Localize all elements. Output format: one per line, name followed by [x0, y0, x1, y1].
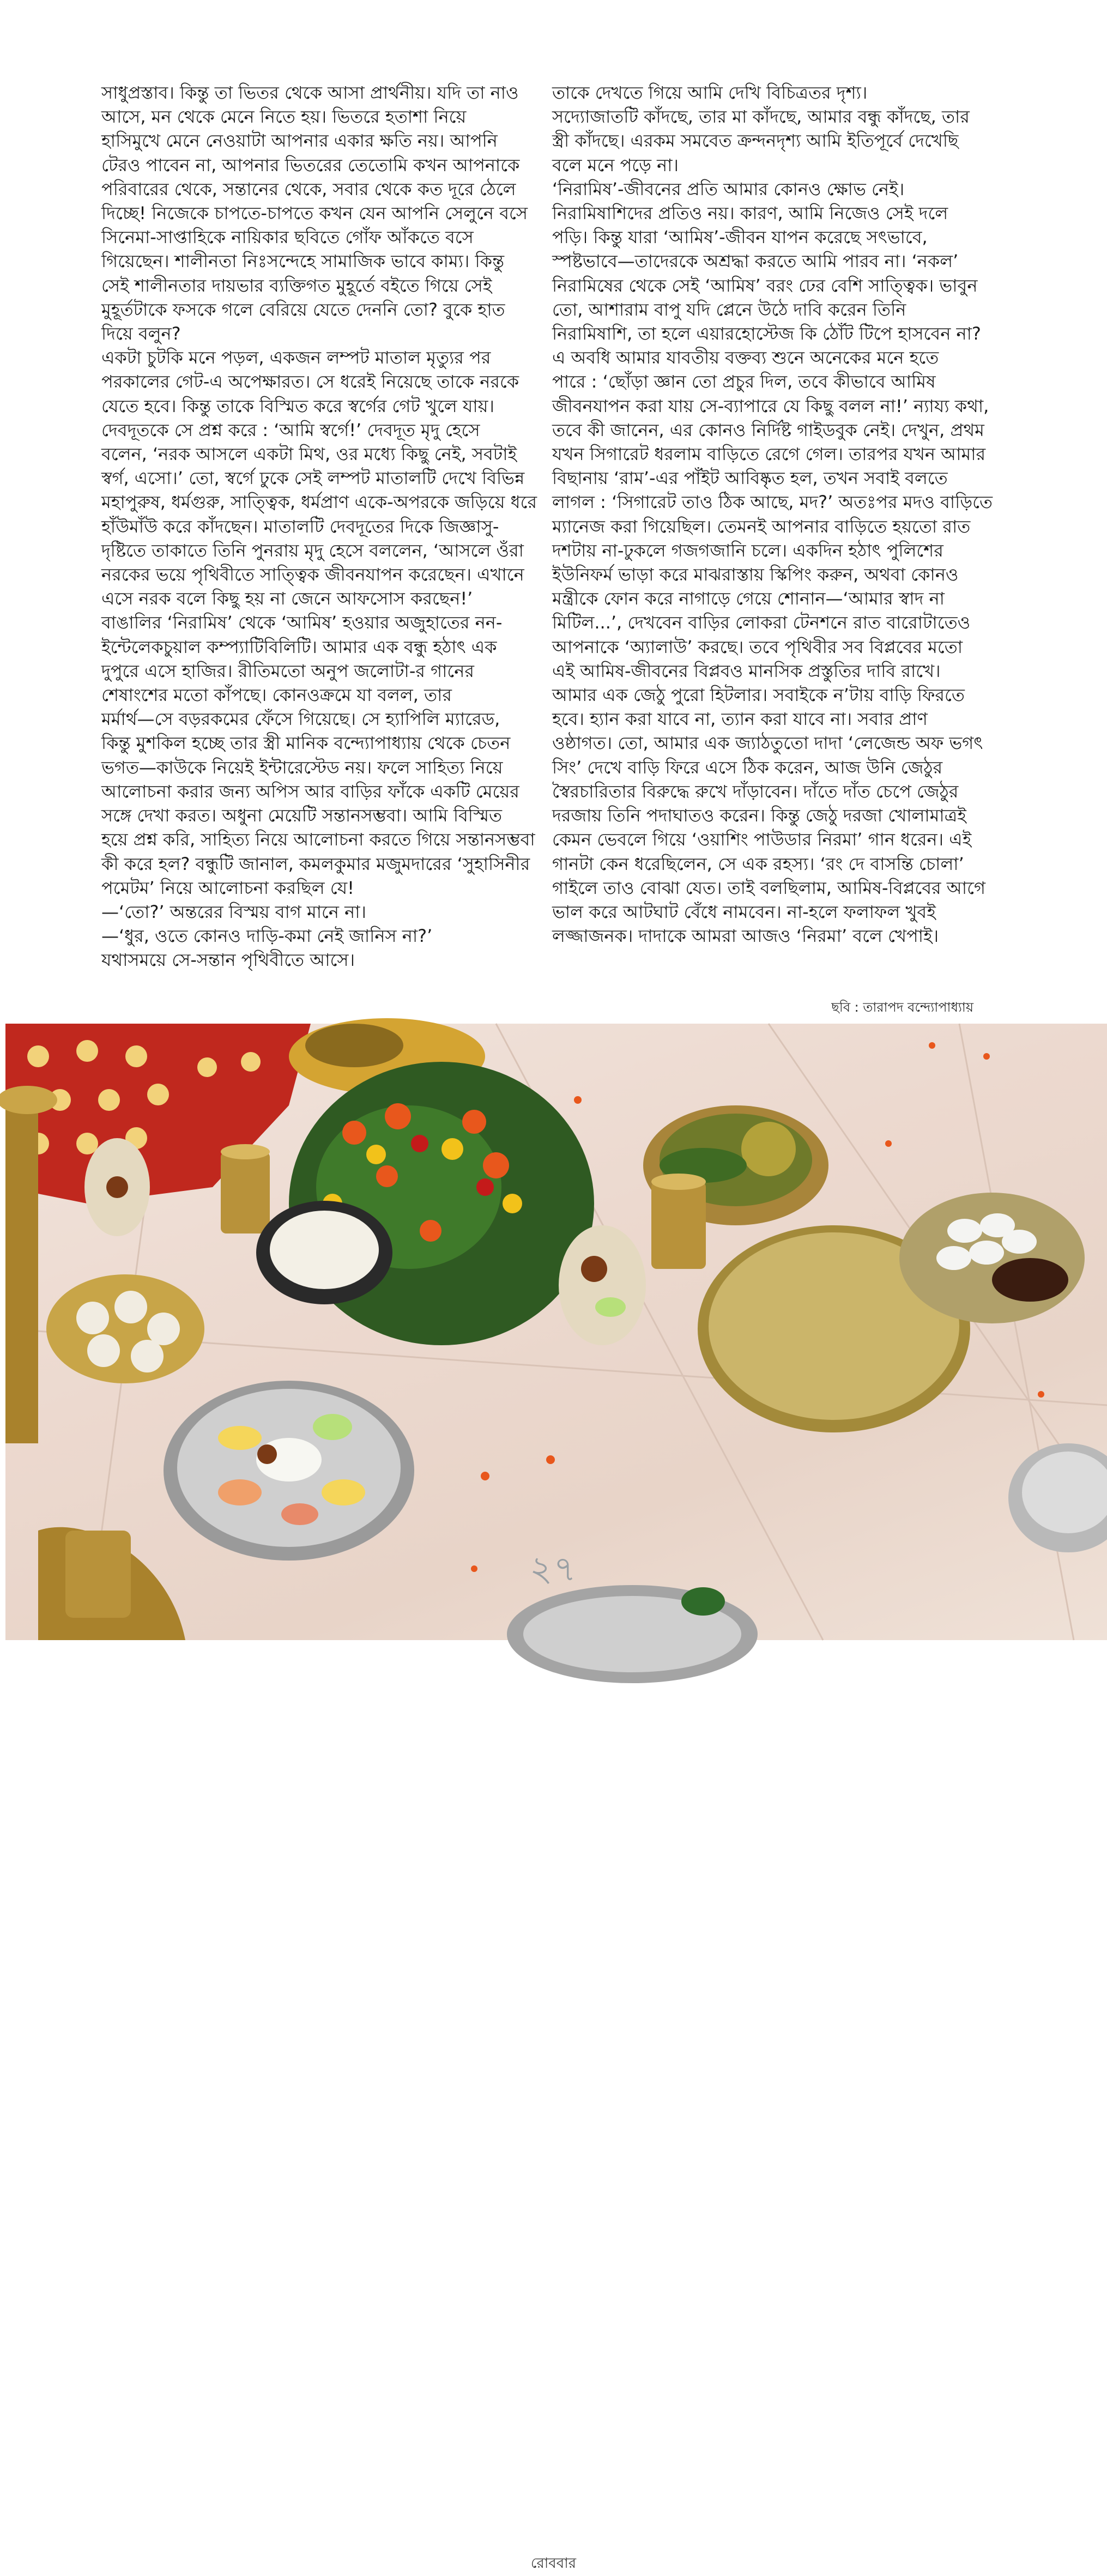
text-line: স্বৈরচারিতার বিরুদ্ধে রুখে দাঁড়াবেন। দাঁতে দাঁত চেপে জেঠুর — [552, 781, 959, 802]
text-line: মহাপুরুষ, ধর্মগুরু, সাত্ত্বিক, ধর্মপ্রাণ একে-অপরকে জড়িয়ে ধরে — [101, 492, 537, 513]
text-line: সাধুপ্রস্তাব। কিন্তু তা ভিতর থেকে আসা প্রার্থনীয়। যদি তা নাও — [101, 82, 519, 103]
text-line: হবে। হ্যান করা যাবে না, ত্যান করা যাবে না। সবার প্রাণ — [552, 709, 928, 730]
text-line: ‘নিরামিষ’-জীবনের প্রতি আমার কোনও ক্ষোভ নেই। — [552, 178, 905, 199]
text-line: বাঙালির ‘নিরামিষ’ থেকে ‘আমিষ’ হওয়ার অজুহাতের নন- — [101, 612, 503, 633]
text-line: —‘তো?’ অন্তরের বিস্ময় বাগ মানে না। — [101, 901, 367, 922]
text-line: পমেটম’ নিয়ে আলোচনা করছিল যে! — [101, 877, 354, 898]
text-line: তো, আশারাম বাপু যদি প্লেনে উঠে দাবি করেন তিনি — [552, 299, 906, 320]
publication-name: রোববার — [530, 2555, 577, 2572]
text-line: বলে মনে পড়ে না। — [552, 154, 679, 176]
text-line: ভগত—কাউকে নিয়েই ইন্টারেস্টেড নয়। ফলে সাহিত্য নিয়ে — [101, 757, 503, 778]
text-line: পারে : ‘ছোঁড়া জ্ঞান তো প্রচুর দিল, তবে কীভাবে আমিষ — [552, 371, 936, 392]
text-line: ইন্টেলেকচুয়াল কম্প্যাটিবিলিটি। আমার এক বন্ধু হঠাৎ এক — [101, 636, 497, 657]
text-line: নিরামিষাশিদের প্রতিও নয়। কারণ, আমি নিজেও সেই দলে — [552, 203, 948, 224]
text-line: একটা চুটকি মনে পড়ল, একজন লম্পট মাতাল মৃত্যুর পর — [101, 347, 491, 368]
text-line: টেরও পাবেন না, আপনার ভিতরের তেতোমি কখন আপনাকে — [101, 154, 520, 176]
text-line: নিরামিষাশি, তা হলে এয়ারহোস্টেজ কি ঠোঁট টিপে হাসবেন না? — [552, 323, 981, 344]
text-line: নিরামিষের থেকে সেই ‘আমিষ’ বরং ঢের বেশি সাত্ত্বিক। ভাবুন — [552, 275, 978, 296]
text-line: হাসিমুখে মেনে নেওয়াটা আপনার একার ক্ষতি নয়। আপনি — [101, 130, 498, 152]
text-line: কী করে হল? বন্ধুটি জানাল, কমলকুমার মজুমদারের ‘সুহাসিনীর — [101, 853, 530, 874]
text-line: কেমন ভেবলে গিয়ে ‘ওয়াশিং পাউডার নিরমা’ গান ধরেন। এই — [552, 829, 972, 850]
text-line: ম্যানেজ করা গিয়েছিল। তেমনই আপনার বাড়িতে হয়তো রাত — [552, 516, 971, 537]
text-line: সিনেমা-সাপ্তাহিকে নায়িকার ছবিতে গোঁফ আঁকতে বসে — [101, 227, 474, 248]
text-line: দুপুরে এসে হাজির। রীতিমতো অনুপ জলোটা-র গানের — [101, 660, 474, 681]
text-line: দরজায় তিনি পদাঘাতও করেন। কিন্তু জেঠু দরজা খোলামাত্রই — [552, 805, 966, 826]
text-line: হয়ে প্রশ্ন করি, সাহিত্য নিয়ে আলোচনা করতে গিয়ে সন্তানসম্ভবা — [101, 829, 535, 850]
text-line: মিটিল...’, দেখবেন বাড়ির লোকরা টেনশনে রাত বারোটাতেও — [552, 612, 971, 633]
text-line: আসে, মন থেকে মেনে নিতে হয়। ভিতরে হতাশা নিয়ে — [101, 106, 467, 128]
page-number: ২৭ — [529, 1549, 578, 1589]
white-sweets-plate — [899, 1193, 1085, 1323]
text-line: তবে কী জানেন, এর কোনও নির্দিষ্ট গাইডবুক নেই। দেখুন, প্রথম — [552, 419, 984, 440]
text-line: লাগল : ‘সিগারেট তাও ঠিক আছে, মদ?’ অতঃপর মদও বাড়িতে — [552, 492, 993, 513]
text-line: স্ত্রী কাঁদছে। এরকম সমবেত ক্রন্দনদৃশ্য আমি ইতিপূর্বে দেখেছি — [552, 130, 959, 152]
photo-credit: ছবি : তারাপদ বন্দ্যোপাধ্যায় — [831, 1000, 973, 1015]
text-line: পরকালের গেট-এ অপেক্ষারত। সে ধরেই নিয়েছে তাকে নরকে — [101, 371, 519, 392]
text-line: কিন্তু মুশকিল হচ্ছে তার স্ত্রী মানিক বন্দ্যোপাধ্যায় থেকে চেতন — [101, 733, 511, 754]
left-column — [101, 81, 537, 972]
text-line: সদ্যোজাতটি কাঁদছে, তার মা কাঁদছে, আমার বন্ধু কাঁদছে, তার — [552, 106, 970, 128]
text-line: স্বর্গ, এসো।’ তো, স্বর্গে ঢুকে সেই লম্পট মাতালটি দেখে বিভিন্ন — [101, 468, 525, 489]
text-line: মুহূর্তটাকে ফসকে গলে বেরিয়ে যেতে দেননি তো? বুকে হাত — [101, 299, 505, 320]
text-line: গাইলে তাও বোঝা যেত। তাই বলছিলাম, আমিষ-বিপ্লবের আগে — [552, 877, 985, 898]
text-line: বিছানায় ‘রাম’-এর পাঁইট আবিষ্কৃত হল, তখন সবাই বলতে — [552, 468, 948, 489]
text-line: বলেন, ‘নরক আসলে একটা মিথ, ওর মধ্যে কিছু নেই, সবটাই — [101, 444, 517, 465]
text-line: হাঁউমাঁউ করে কাঁদছেন। মাতালটি দেবদূতের দিকে জিজ্ঞাসু- — [101, 516, 499, 537]
fruit-plate — [164, 1381, 414, 1561]
small-plate — [46, 1274, 204, 1383]
text-line: লজ্জাজনক। দাদাকে আমরা আজও ‘নিরমা’ বলে খেপাই। — [552, 926, 939, 947]
text-line: শেষাংশের মতো কাঁপছে। কোনওক্রমে যা বলল, তার — [101, 685, 452, 706]
text-line: পড়ি। কিন্তু যারা ‘আমিষ’-জীবন যাপন করেছে সৎভাবে, — [552, 227, 928, 248]
text-line: দৃষ্টিতে তাকাতে তিনি পুনরায় মৃদু হেসে বললেন, ‘আসলে ওঁরা — [101, 540, 524, 561]
text-line: এই আমিষ-জীবনের বিপ্লবও মানসিক প্রস্তুতির দাবি রাখে। — [552, 660, 941, 681]
text-line: দিচ্ছে! নিজেকে চাপতে-চাপতে কখন যেন আপনি সেলুনে বসে — [101, 203, 528, 224]
text-line: গিয়েছেন। শালীনতা নিঃসন্দেহে সামাজিক ভাবে কাম্য। কিন্তু — [101, 251, 505, 272]
text-line: জীবনযাপন করা যায় সে-ব্যাপারে যে কিছু বলল না!’ ন্যায্য কথা, — [552, 395, 989, 416]
text-line: ওষ্ঠাগত। তো, আমার এক জ্যাঠতুতো দাদা ‘লেজেন্ড অফ ভগৎ — [552, 733, 983, 754]
text-line: —‘ধুর, ওতে কোনও দাড়ি-কমা নেই জানিস না?’ — [101, 926, 433, 947]
text-line: সেই শালীনতার দায়ভার ব্যক্তিগত মুহূর্তে বইতে গিয়ে সেই — [101, 275, 492, 296]
text-line: গানটা কেন ধরেছিলেন, সে এক রহস্য। ‘রং দে বাসন্তি চোলা’ — [552, 853, 964, 874]
text-line: নরকের ভয়ে পৃথিবীতে সাত্ত্বিক জীবনযাপন করেছেন। এখানে — [101, 564, 524, 585]
text-line: আলোচনা করার জন্য অপিস আর বাড়ির ফাঁকে একটি মেয়ের — [101, 781, 519, 802]
text-line: দশটায় না-ঢুকলে গজগজানি চলে। একদিন হঠাৎ পুলিশের — [552, 540, 943, 561]
text-line: আমার এক জেঠু পুরো হিটলার। সবাইকে ন’টায় বাড়ি ফিরতে — [552, 685, 965, 706]
text-line: মন্ত্রীকে ফোন করে নাগাড়ে গেয়ে শোনান—‘আমার স্বাদ না — [552, 588, 945, 609]
text-line: যখন সিগারেট ধরলাম বাড়িতে রেগে গেল। তারপর যখন আমার — [552, 444, 986, 465]
text-line: মর্মার্থ—সে বড়রকমের ফেঁসে গিয়েছে। সে হ্যাপিলি ম্যারেড, — [101, 709, 500, 730]
text-line: পরিবারের থেকে, সন্তানের থেকে, সবার থেকে কত দূরে ঠেলে — [101, 178, 516, 199]
text-line: এসে নরক বলে কিছু হয় না জেনে আফসোস করছেন!’ — [101, 588, 473, 609]
text-line: সঙ্গে দেখা করত। অধুনা মেয়েটি সন্তানসম্ভবা। আমি বিস্মিত — [101, 805, 502, 826]
text-line: তাকে দেখতে গিয়ে আমি দেখি বিচিত্রতর দৃশ্য। — [552, 82, 868, 103]
right-column — [552, 81, 993, 948]
steel-bowl — [1008, 1443, 1107, 1552]
text-line: দেবদূতকে সে প্রশ্ন করে : ‘আমি স্বর্গে!’ দেবদূত মৃদু হেসে — [101, 419, 480, 440]
text-line: দিয়ে বলুন? — [101, 323, 181, 344]
text-line: সিং’ দেখে বাড়ি ফিরে এসে ঠিক করেন, আজ উনি জেঠুর — [552, 757, 943, 778]
text-line: স্পষ্টভাবে—তাদেরকে অশ্রদ্ধা করতে আমি পারব না। ‘নকল’ — [552, 251, 959, 272]
text-line: যথাসময়ে সে-সন্তান পৃথিবীতে আসে। — [101, 950, 355, 971]
text-line: ভাল করে আটঘাট বেঁধে নামবেন। না-হলে ফলাফল খুবই — [552, 901, 936, 922]
black-bowl — [256, 1201, 392, 1304]
text-line: এ অবধি আমার যাবতীয় বক্তব্য শুনে অনেকের মনে হতে — [552, 347, 939, 368]
text-line: আপনাকে ‘অ্যালাউ’ করছে। তবে পৃথিবীর সব বিপ্লবের মতো — [552, 636, 963, 657]
text-line: ইউনিফর্ম ভাড়া করে মাঝরাস্তায় স্কিপিং করুন, অথবা কোনও — [552, 564, 959, 585]
text-line: যেতে হবে। কিন্তু তাকে বিস্মিত করে স্বর্গের গেট খুলে যায়। — [101, 395, 494, 416]
